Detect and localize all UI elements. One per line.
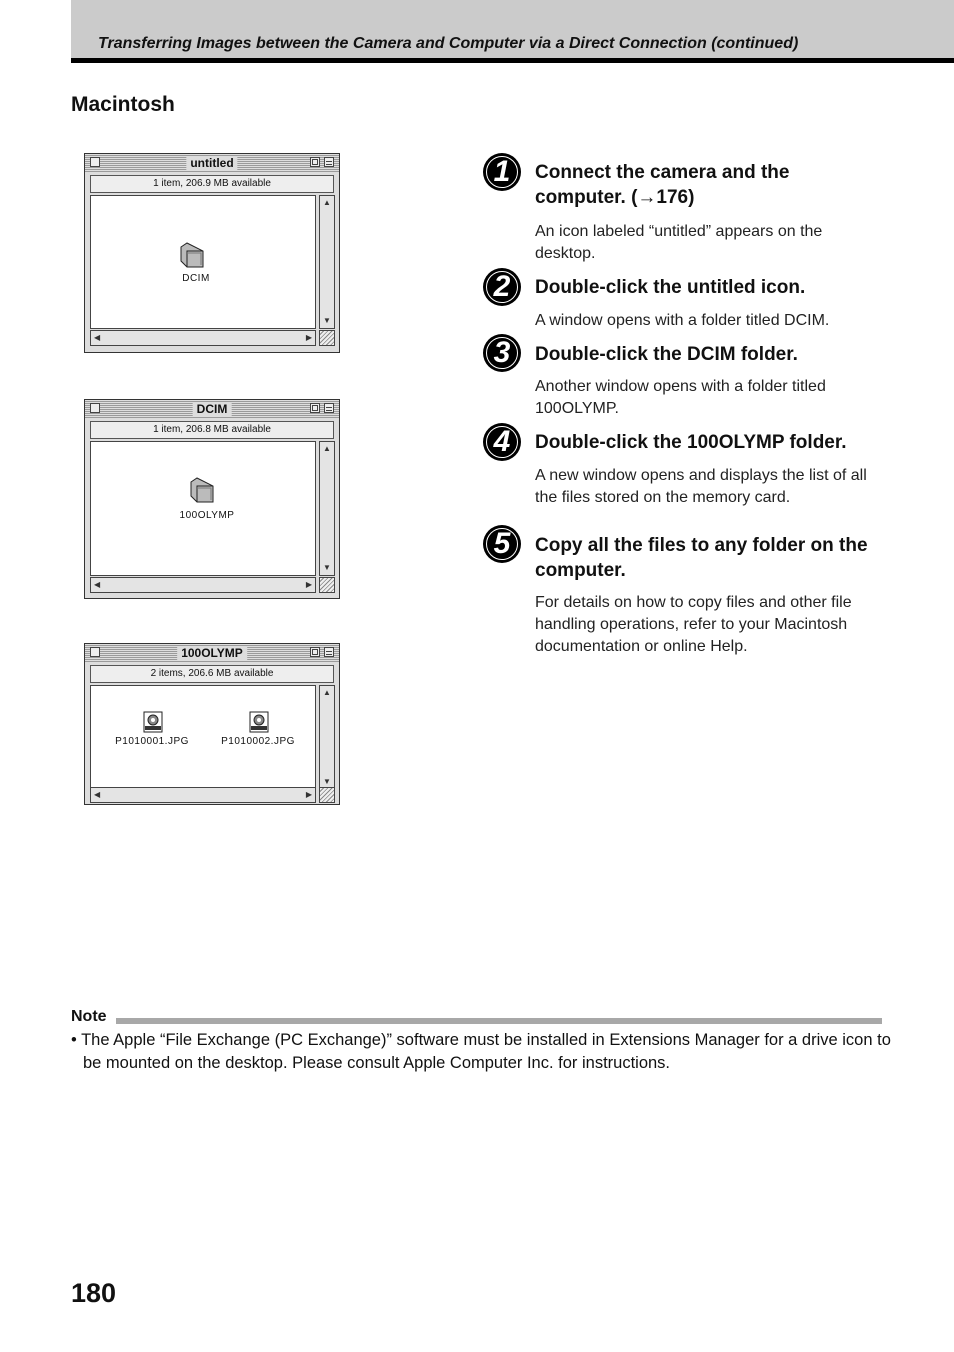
window-content: [90, 195, 316, 329]
step-body: A window opens with a folder titled DCIM.: [535, 312, 830, 329]
vertical-scrollbar[interactable]: [319, 441, 335, 576]
folder-icon[interactable]: [189, 476, 215, 504]
note-label: Note: [71, 1008, 107, 1025]
step-number-icon: 4: [483, 423, 521, 461]
finder-window-100olymp[interactable]: [84, 643, 340, 805]
horizontal-scrollbar[interactable]: [90, 787, 316, 803]
scroll-right-arrow-icon[interactable]: ▶: [305, 790, 312, 799]
folder-label: DCIM: [182, 273, 210, 284]
step-body: For details on how to copy files and other file handling operations, refer to your Macintosh documentation or online Help.: [535, 594, 852, 655]
note-text: • The Apple “File Exchange (PC Exchange)” software must be installed in Extensions Manager for a drive icon to be mounted on the desktop. Please consult Apple Computer Inc. for instructions.: [71, 1031, 891, 1072]
section-title: Macintosh: [71, 93, 175, 116]
step-body: An icon labeled “untitled” appears on the desktop.: [535, 223, 823, 262]
step-body: A new window opens and displays the list of all the files stored on the memory card.: [535, 467, 867, 506]
zoom-box-icon[interactable]: [310, 647, 320, 657]
scroll-left-arrow-icon[interactable]: ◀: [94, 790, 101, 799]
vertical-scrollbar[interactable]: [319, 195, 335, 329]
window-info-bar: 1 item, 206.9 MB available: [90, 175, 334, 193]
collapse-box-icon[interactable]: [324, 647, 334, 657]
horizontal-scrollbar[interactable]: [90, 330, 316, 346]
folder-label: 100OLYMP: [179, 510, 235, 521]
step-title: Double-click the 100OLYMP folder.: [535, 432, 847, 453]
window-title: untitled: [186, 156, 237, 170]
scroll-left-arrow-icon[interactable]: ◀: [94, 580, 101, 589]
step-number-icon: 2: [483, 268, 521, 306]
step-body: Another window opens with a folder titled 100OLYMP.: [535, 378, 826, 417]
resize-grip-icon[interactable]: [319, 787, 335, 803]
window-titlebar[interactable]: [85, 644, 339, 662]
header-title: Transferring Images between the Camera and Computer via a Direct Connection (continued): [98, 35, 799, 52]
scroll-up-arrow-icon[interactable]: ▲: [323, 198, 331, 207]
folder-icon[interactable]: [179, 241, 205, 269]
window-info-bar: 1 item, 206.8 MB available: [90, 421, 334, 439]
header-rule: [71, 58, 954, 63]
window-titlebar[interactable]: [85, 154, 339, 172]
scroll-down-arrow-icon[interactable]: ▼: [323, 777, 331, 786]
window-content: [90, 441, 316, 576]
step-number-icon: 3: [483, 334, 521, 372]
horizontal-scrollbar[interactable]: [90, 577, 316, 593]
window-content: [90, 685, 316, 790]
resize-grip-icon[interactable]: [319, 577, 335, 593]
window-titlebar[interactable]: [85, 400, 339, 418]
vertical-scrollbar[interactable]: [319, 685, 335, 790]
file-label: P1010001.JPG: [115, 736, 189, 747]
window-title: 100OLYMP: [177, 646, 247, 660]
close-box-icon[interactable]: [90, 403, 100, 413]
scroll-down-arrow-icon[interactable]: ▼: [323, 563, 331, 572]
step-title: Connect the camera and the computer. (→176): [535, 162, 790, 208]
resize-grip-icon[interactable]: [319, 330, 335, 346]
finder-window-untitled[interactable]: [84, 153, 340, 353]
scroll-right-arrow-icon[interactable]: ▶: [305, 333, 312, 342]
scroll-down-arrow-icon[interactable]: ▼: [323, 316, 331, 325]
window-title: DCIM: [193, 402, 232, 416]
note-rule: [116, 1018, 882, 1024]
zoom-box-icon[interactable]: [310, 157, 320, 167]
window-info-bar: 2 items, 206.6 MB available: [90, 665, 334, 683]
page-number: 180: [71, 1278, 117, 1308]
step-number-icon: 5: [483, 525, 521, 563]
zoom-box-icon[interactable]: [310, 403, 320, 413]
scroll-left-arrow-icon[interactable]: ◀: [94, 333, 101, 342]
finder-window-dcim[interactable]: [84, 399, 340, 599]
step-title: Double-click the untitled icon.: [535, 277, 806, 298]
scroll-right-arrow-icon[interactable]: ▶: [305, 580, 312, 589]
close-box-icon[interactable]: [90, 647, 100, 657]
collapse-box-icon[interactable]: [324, 403, 334, 413]
jpeg-file-icon[interactable]: [142, 711, 164, 733]
step-title: Copy all the files to any folder on the computer.: [535, 535, 868, 581]
close-box-icon[interactable]: [90, 157, 100, 167]
collapse-box-icon[interactable]: [324, 157, 334, 167]
step-number-icon: 1: [483, 153, 521, 191]
file-label: P1010002.JPG: [221, 736, 295, 747]
scroll-up-arrow-icon[interactable]: ▲: [323, 688, 331, 697]
jpeg-file-icon[interactable]: [248, 711, 270, 733]
scroll-up-arrow-icon[interactable]: ▲: [323, 444, 331, 453]
step-title: Double-click the DCIM folder.: [535, 344, 798, 365]
